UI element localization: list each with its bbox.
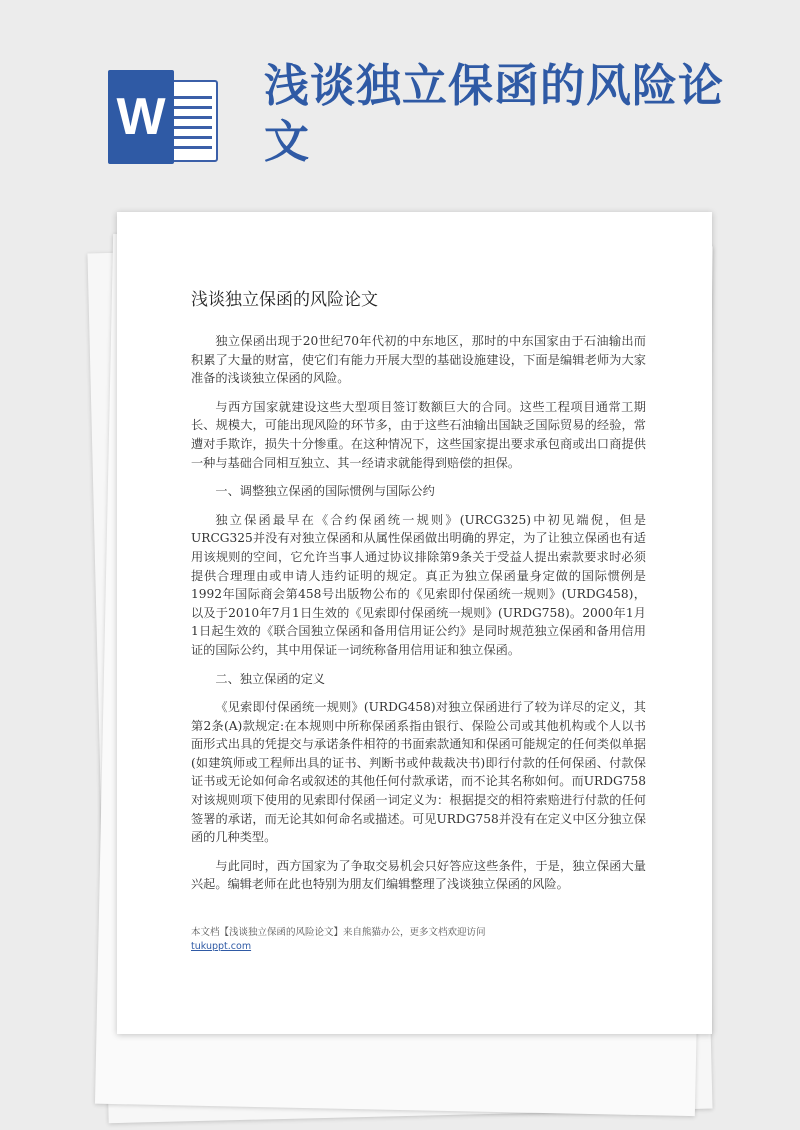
- paragraph: 独立保函最早在《合约保函统一规则》(URCG325)中初见端倪，但是URCG325并没有对独立保函和从属性保函做出明确的界定，为了让独立保函也有适用该规则的空间，它允许当事人通过协议排除第9条关于受益人提出索款要求时必须提供合理理由或申请人违约证明的规定。真正为独立保函量身定做的国际惯例是1992年国际商会第458号出版物公布的《见索即付保函统一规则》(URDG458)，以及于2010年7月1日生效的《见索即付保函统一规则》(URDG758)。2000年1月1日起生效的《联合国独立保函和备用信用证公约》是同时规范独立保函和备用信用证的国际公约，其中用保证一词统称备用信用证和独立保函。: [191, 512, 646, 657]
- paragraph: 《见索即付保函统一规则》(URDG458)对独立保函进行了较为详尽的定义，其第2条(A)款规定:在本规则中所称保函系指由银行、保险公司或其他机构或个人以书面形式出具的凭提交与承诺条件相符的书面索款通知和保函可能规定的任何类似单据(如建筑师或工程师出具的证书、判断书或仲裁裁决书)即行付款的任何保函、付款保证书或无论如何命名或叙述的其他任何付款承诺，而不论其名称如何。而URDG758对该规则项下使用的见索即付保函一词定义为：根据提交的相符索赔进行付款的任何签署的承诺，而无论其如何命名或描述。可见URDG758并没有在定义中区分独立保函的几种类型。: [191, 700, 646, 845]
- document-title: 浅谈独立保函的风险论文: [191, 290, 378, 310]
- paragraph: 与西方国家就建设这些大型项目签订数额巨大的合同。这些工程项目通常工期长、规模大，可能出现风险的环节多，由于这些石油输出国缺乏国际贸易的经验，常遭对手欺诈，损失十分惨重。在这种情况下，这些国家提出要求承包商或出口商提供一种与基础合同相互独立、其一经请求就能得到赔偿的担保。: [191, 399, 646, 470]
- document-body: [191, 332, 646, 904]
- footer-note: [191, 926, 486, 954]
- word-letter-badge: W: [108, 70, 174, 164]
- footer-link[interactable]: tukuppt.com: [191, 941, 252, 952]
- document-page: [117, 212, 712, 1034]
- section-heading: 一、调整独立保函的国际惯例与国际公约: [215, 484, 435, 499]
- paragraph: 与此同时，西方国家为了争取交易机会只好答应这些条件，于是，独立保函大量兴起。编辑老师在此也特别为朋友们编辑整理了浅谈独立保函的风险。: [191, 858, 646, 892]
- section-heading: 二、独立保函的定义: [215, 671, 326, 686]
- header-banner: [0, 0, 800, 215]
- word-document-icon: [108, 70, 220, 164]
- banner-title: 浅谈独立保函的风险论文: [264, 59, 725, 168]
- paragraph: 独立保函出现于20世纪70年代初的中东地区，那时的中东国家由于石油输出而积累了大量的财富，使它们有能力开展大型的基础设施建设，下面是编辑老师为大家准备的浅谈独立保函的风险。: [191, 334, 646, 386]
- footer-text: 本文档【浅谈独立保函的风险论文】来自熊猫办公，更多文档欢迎访问: [191, 927, 486, 938]
